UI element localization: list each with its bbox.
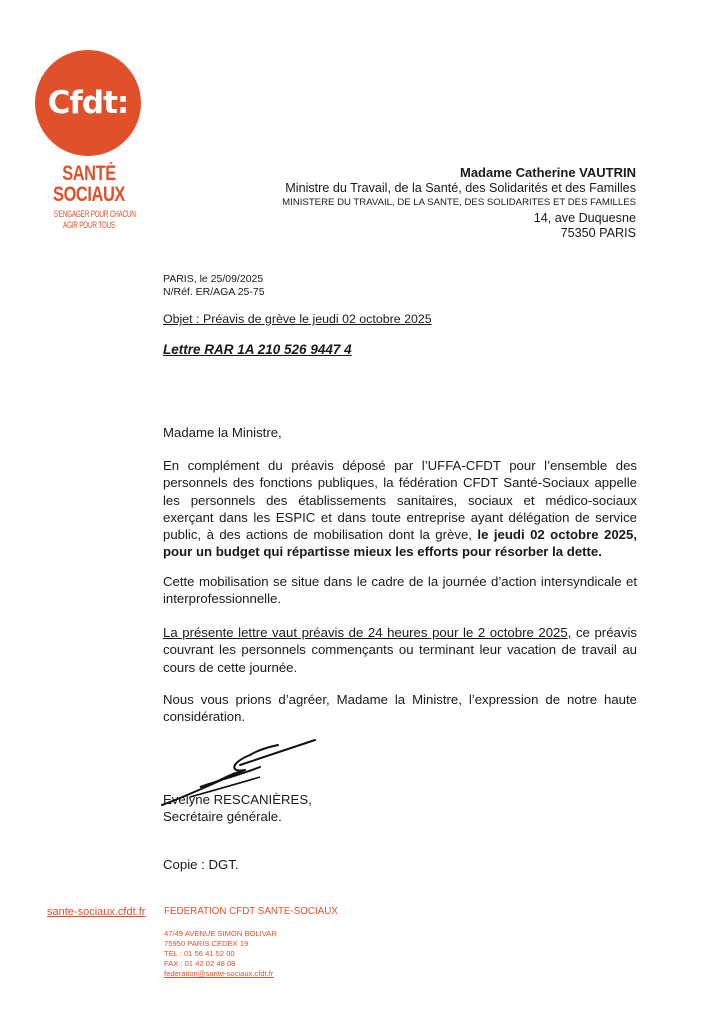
paragraph-2: Cette mobilisation se situe dans le cadre de la journée d’action intersyndicale et interprofessionnelle. [163, 574, 637, 607]
logo-tagline-1: S'ENGAGER POUR CHACUN [53, 209, 136, 219]
paragraph-1-bold: le jeudi 02 octobre 2025, pour un budget qui répartisse mieux les efforts pour résorber la dette. [163, 527, 637, 560]
recipient-address [282, 165, 636, 242]
logo-wordmark: Cfdt: [47, 85, 129, 121]
recipient-street: 14, ave Duquesne [533, 210, 636, 225]
salutation: Madame la Ministre, [163, 425, 282, 440]
recipient-city: 75350 PARIS [560, 226, 636, 240]
signer-name: Evelyne RESCANIÈRES, [163, 792, 312, 807]
website-link[interactable]: sante-sociaux.cfdt.fr [47, 906, 146, 918]
registered-letter-number: Lettre RAR 1A 210 526 9447 4 [163, 342, 352, 357]
paragraph-1-text: En complément du préavis déposé par l’UFFA-CFDT pour l’ensemble des personnels des fonctions publiques, la fédération CFDT Santé-Sociaux appelle les personnels des établissements sanitaires, sociaux et médico-sociaux exerçant dans les ESPIC et dans toute entreprise ayant délégation de service public, à des actions de mobilisation dont la grève, [163, 458, 637, 543]
paragraph-3 [163, 624, 637, 676]
reference: N/Réf. ER/AGA 25-75 [163, 286, 265, 298]
address-line-2: 75950 PARIS CEDEX 19 [164, 939, 249, 948]
recipient-ministry: MINISTERE DU TRAVAIL, DE LA SANTE, DES SOLIDARITES ET DES FAMILLES [282, 197, 636, 208]
email-link[interactable]: federation@sante-sociaux.cfdt.fr [164, 969, 274, 978]
paragraph-1 [163, 457, 637, 561]
logo-line-sociaux: SOCIAUX [53, 183, 125, 206]
cfdt-logo [35, 50, 141, 156]
place-date: PARIS, le 25/09/2025 [163, 273, 264, 285]
fax: FAX : 01 42 02 48 08 [164, 959, 236, 968]
signer-role: Secrétaire générale. [163, 809, 282, 825]
logo-line-sante: SANTÉ [62, 162, 116, 185]
recipient-name: Madame Catherine VAUTRIN [459, 165, 636, 180]
paragraph-4: Nous vous prions d’agréer, Madame la Ministre, l’expression de notre haute considération. [163, 692, 637, 725]
address-line-1: 47/49 AVENUE SIMON BOLIVAR [164, 929, 277, 938]
subject-line: Objet : Préavis de grève le jeudi 02 octobre 2025 [163, 312, 432, 326]
logo-subtitle [40, 163, 138, 231]
federation-address [164, 929, 277, 979]
recipient-title: Ministre du Travail, de la Santé, des Solidarités et des Familles [285, 180, 636, 195]
logo-tagline-2: AGIR POUR TOUS [63, 220, 115, 230]
letter-meta [163, 273, 265, 299]
signer-block [163, 791, 312, 826]
telephone: TEL : 01 56 41 52 00 [164, 949, 235, 958]
federation-name: FEDERATION CFDT SANTE-SOCIAUX [164, 906, 338, 917]
copy-recipient: Copie : DGT. [163, 857, 239, 872]
paragraph-3-underlined: La présente lettre vaut préavis de 24 heures pour le 2 octobre 2025, [163, 625, 572, 640]
paragraph-3-text: ce préavis couvrant les personnels commençants ou terminant leur vacation de travail au cours de cette journée. [163, 625, 637, 675]
